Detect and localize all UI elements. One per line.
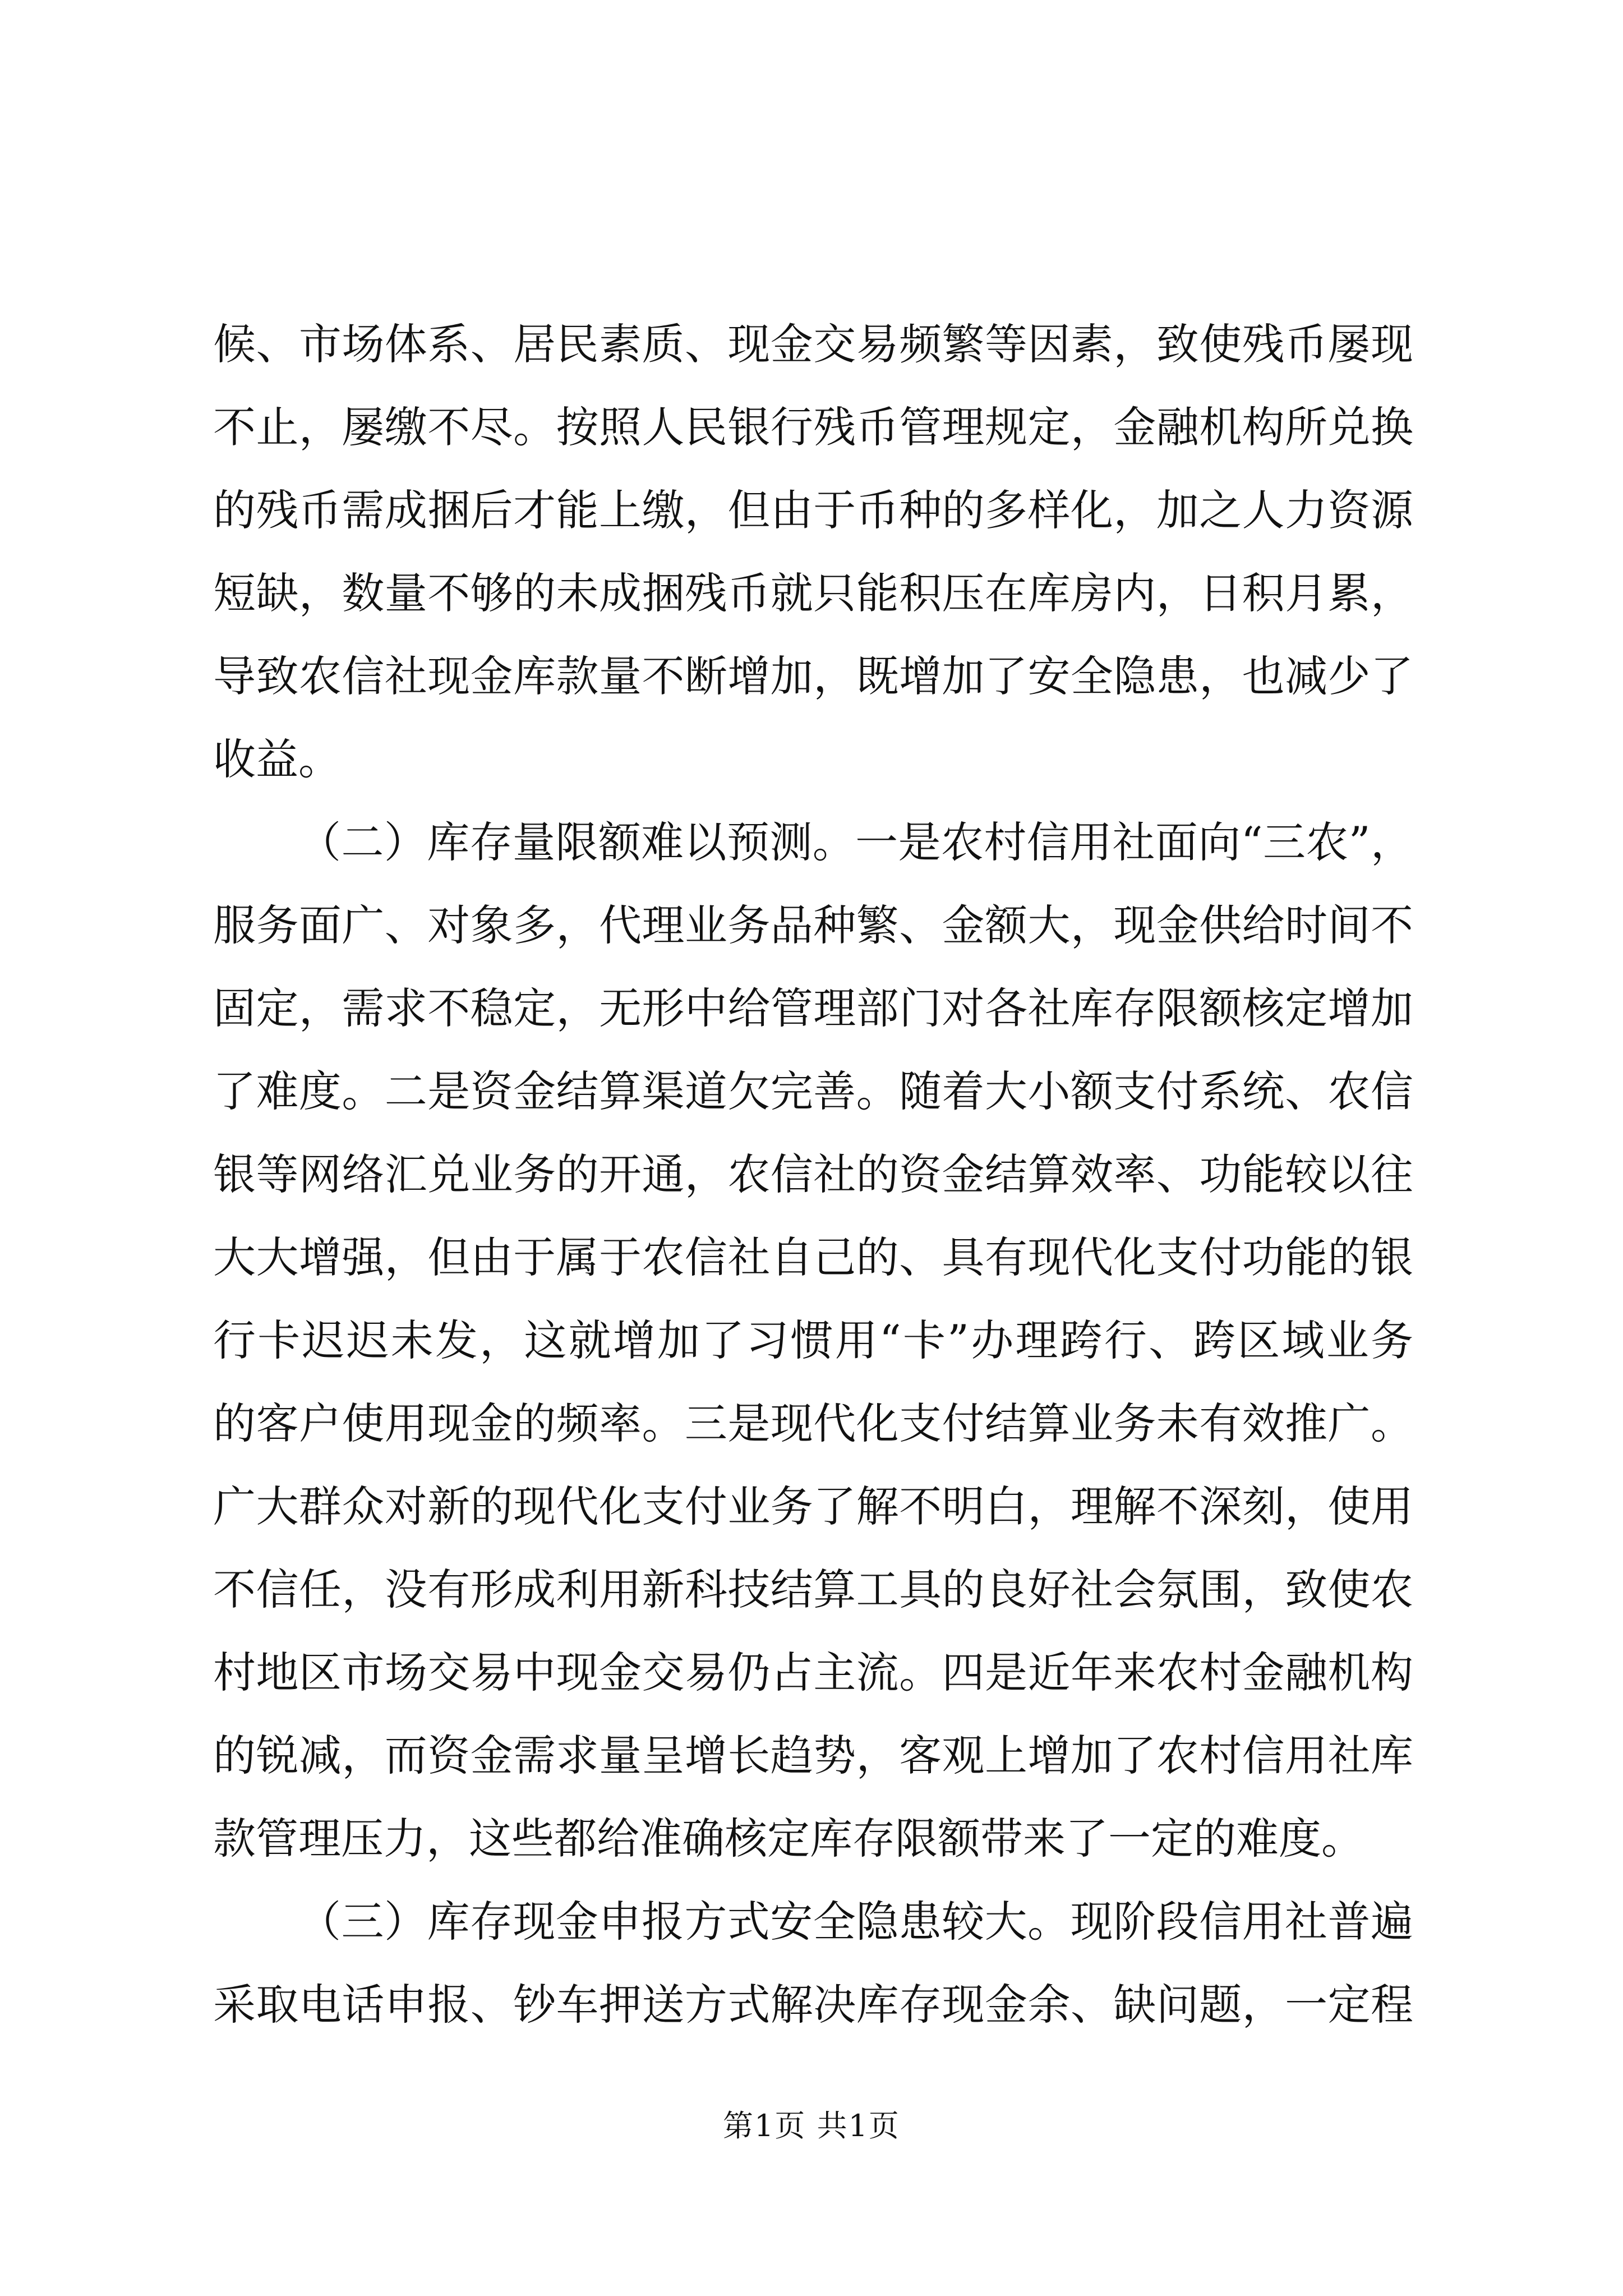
- text-line: 采取电话申报、钞车押送方式解决库存现金余、缺问题，一定程: [213, 1980, 1413, 2030]
- body-text: [213, 303, 1413, 2046]
- text-line: 固定，需求不稳定，无形中给管理部门对各社库存限额核定增加: [213, 983, 1413, 1033]
- text-line: 村地区市场交易中现金交易仍占主流。四是近年来农村金融机构: [213, 1648, 1413, 1697]
- paragraph-start-line: （三）库存现金申报方式安全隐患较大。现阶段信用社普遍: [298, 1897, 1413, 1947]
- text-line: 候、市场体系、居民素质、现金交易频繁等因素，致使残币屡现: [213, 319, 1413, 369]
- text-line: 短缺，数量不够的未成捆残币就只能积压在库房内，日积月累，: [213, 568, 1413, 618]
- text-line: 大大增强，但由于属于农信社自己的、具有现代化支付功能的银: [213, 1232, 1413, 1282]
- text-line: 了难度。二是资金结算渠道欠完善。随着大小额支付系统、农信: [213, 1066, 1413, 1116]
- text-line: 行卡迟迟未发，这就增加了习惯用“卡”办理跨行、跨区域业务: [213, 1315, 1413, 1365]
- text-line: 的锐减，而资金需求量呈增长趋势，客观上增加了农村信用社库: [213, 1731, 1413, 1780]
- text-line: 银等网络汇兑业务的开通，农信社的资金结算效率、功能较以往: [213, 1149, 1413, 1199]
- page-footer: 第1页 共1页: [723, 2108, 900, 2143]
- text-line: 不止，屡缴不尽。按照人民银行残币管理规定，金融机构所兑换: [213, 402, 1413, 452]
- text-line: 的残币需成捆后才能上缴，但由于币种的多样化，加之人力资源: [213, 485, 1413, 535]
- text-line: 款管理压力，这些都给准确核定库存限额带来了一定的难度。: [213, 1814, 1364, 1864]
- text-line: 的客户使用现金的频率。三是现代化支付结算业务未有效推广。: [213, 1398, 1413, 1448]
- text-line: 广大群众对新的现代化支付业务了解不明白，理解不深刻，使用: [213, 1481, 1413, 1531]
- text-line: 服务面广、对象多，代理业务品种繁、金额大，现金供给时间不: [213, 900, 1413, 950]
- text-line: 收益。: [213, 734, 341, 784]
- paragraph-start-line: （二）库存量限额难以预测。一是农村信用社面向“三农”，: [298, 817, 1413, 867]
- text-line: 导致农信社现金库款量不断增加，既增加了安全隐患，也减少了: [213, 651, 1413, 701]
- text-line: 不信任，没有形成利用新科技结算工具的良好社会氛围，致使农: [213, 1565, 1413, 1614]
